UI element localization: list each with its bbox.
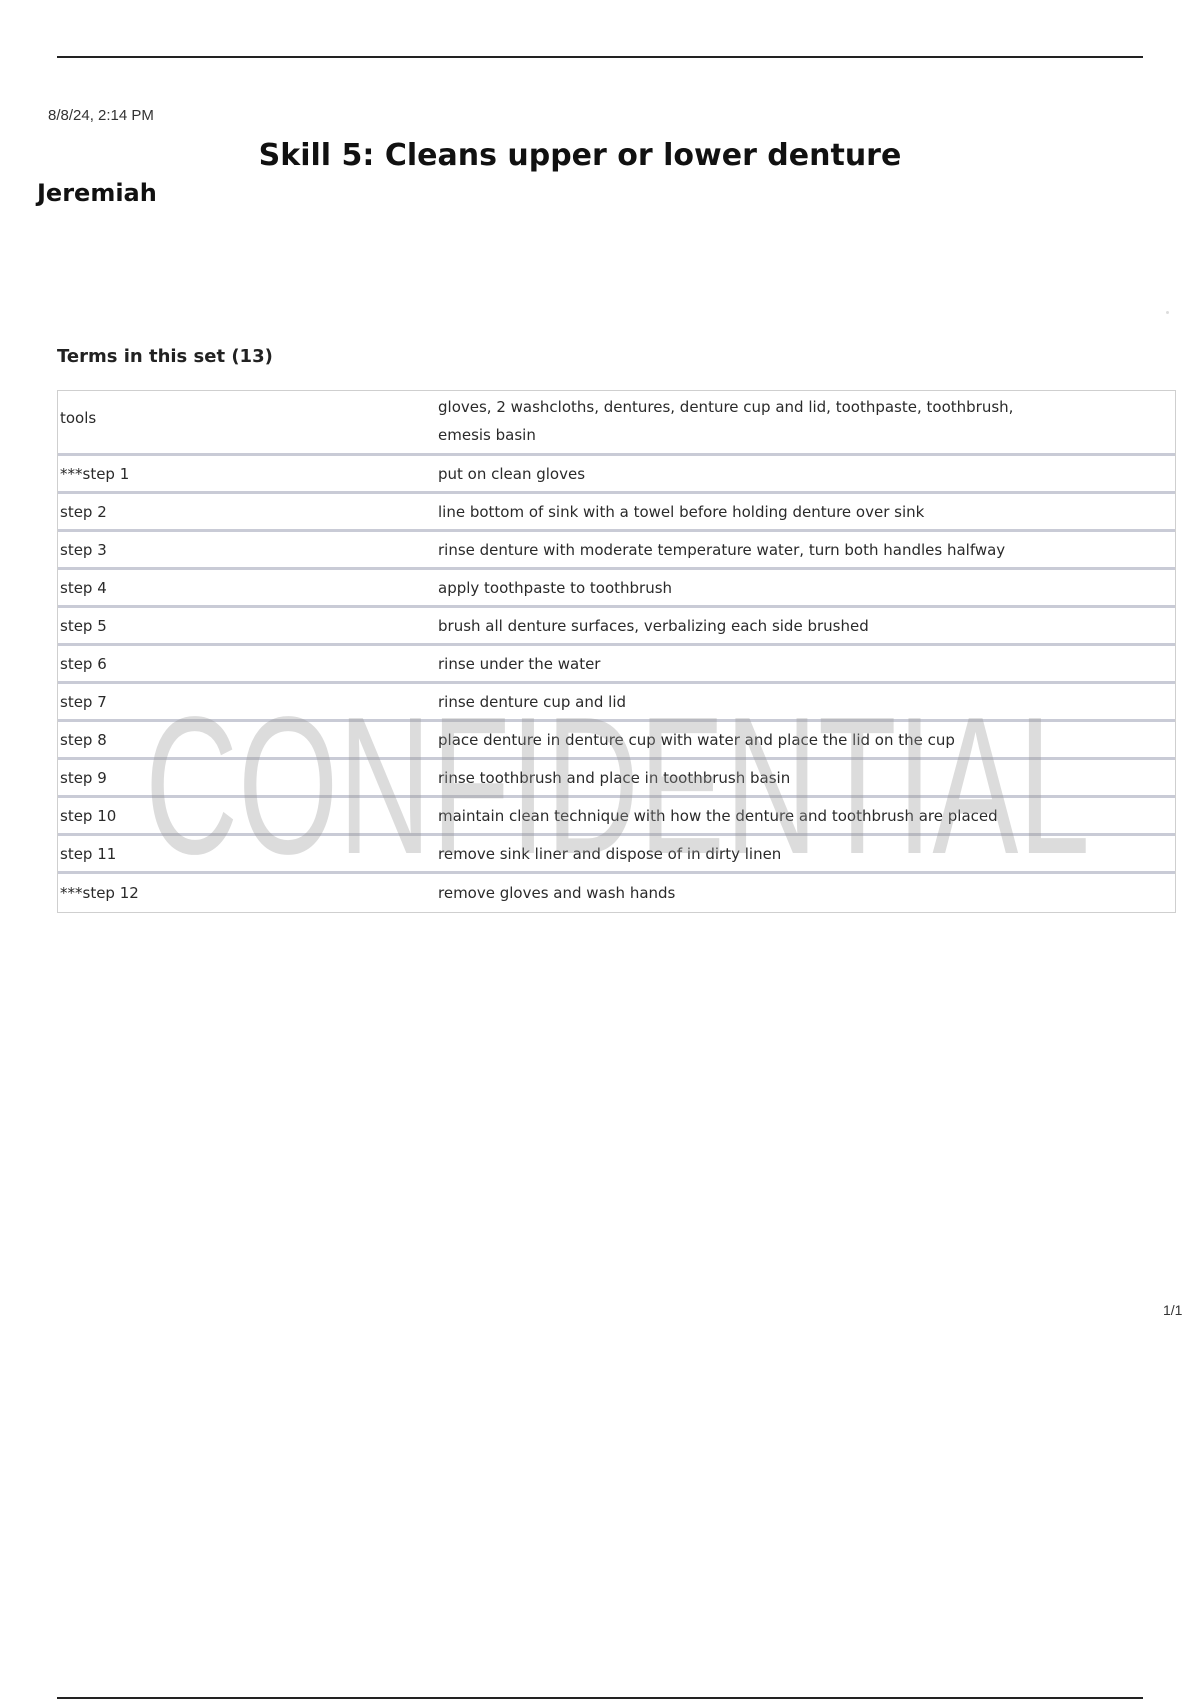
terms-heading: Terms in this set (13) [57, 346, 273, 367]
definition-cell: remove gloves and wash hands [438, 884, 676, 902]
definition-cell: rinse under the water [438, 654, 601, 673]
term-cell: step 11 [60, 844, 117, 863]
table-row [58, 836, 1175, 874]
table-row [58, 391, 1175, 456]
definition-cell: place denture in denture cup with water and place the lid on the cup [438, 730, 955, 749]
definition-cell: rinse toothbrush and place in toothbrush basin [438, 768, 791, 787]
term-cell: step 5 [60, 616, 107, 635]
table-row [58, 532, 1175, 570]
term-cell: step 8 [60, 730, 107, 749]
terms-table [57, 390, 1176, 913]
term-cell: step 10 [60, 806, 117, 825]
definition-cell: rinse denture cup and lid [438, 692, 627, 711]
term-cell: ***step 1 [60, 464, 130, 483]
table-row [58, 570, 1175, 608]
author-name: Jeremiah [37, 179, 157, 207]
term-cell: step 7 [60, 692, 107, 711]
definition-cell: put on clean gloves [438, 464, 586, 483]
table-row [58, 456, 1175, 494]
stray-dot [1166, 311, 1169, 314]
definition-cell: rinse denture with moderate temperature water, turn both handles halfway [438, 540, 1006, 559]
table-row [58, 684, 1175, 722]
definition-cell: brush all denture surfaces, verbalizing each side brushed [438, 616, 869, 635]
table-row [58, 874, 1175, 912]
timestamp: 8/8/24, 2:14 PM [48, 107, 154, 124]
table-row [58, 760, 1175, 798]
term-cell: ***step 12 [60, 884, 139, 902]
term-cell: step 2 [60, 502, 107, 521]
term-cell: tools [60, 409, 97, 427]
table-row [58, 722, 1175, 760]
definition-cell: remove sink liner and dispose of in dirty linen [438, 844, 782, 863]
top-rule [57, 56, 1143, 58]
table-row [58, 494, 1175, 532]
definition-cell: maintain clean technique with how the denture and toothbrush are placed [438, 806, 998, 825]
term-cell: step 3 [60, 540, 107, 559]
term-cell: step 6 [60, 654, 107, 673]
definition-cell: apply toothpaste to toothbrush [438, 578, 673, 597]
definition-cell: gloves, 2 washcloths, dentures, denture cup and lid, toothpaste, toothbrush, emesis basin [438, 398, 1014, 444]
page-title: Skill 5: Cleans upper or lower denture [258, 138, 902, 173]
page-number: 1/1 [1163, 1302, 1183, 1318]
table-row [58, 798, 1175, 836]
table-row [58, 608, 1175, 646]
definition-cell: line bottom of sink with a towel before holding denture over sink [438, 502, 925, 521]
watermark-text: CONFIDENTIAL [145, 676, 1090, 875]
term-cell: step 4 [60, 578, 107, 597]
bottom-rule [57, 1697, 1143, 1699]
table-row [58, 646, 1175, 684]
term-cell: step 9 [60, 768, 107, 787]
